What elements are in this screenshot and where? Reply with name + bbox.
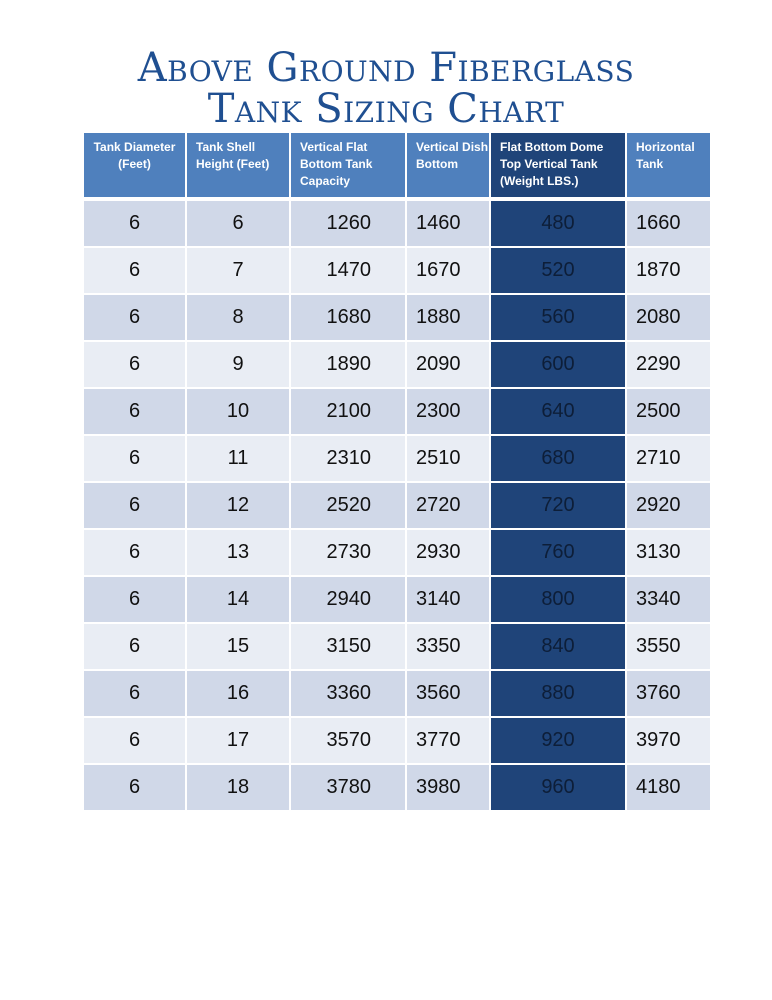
cell-dome-top-weight: 480 <box>490 200 626 247</box>
cell-horizontal-tank: 3340 <box>626 576 711 623</box>
cell-horizontal-tank: 3130 <box>626 529 711 576</box>
cell-shell-height: 18 <box>186 764 290 811</box>
cell-dome-top-weight: 560 <box>490 294 626 341</box>
cell-tank-diameter: 6 <box>83 576 186 623</box>
cell-dish-bottom: 2720 <box>406 482 490 529</box>
cell-horizontal-tank: 3550 <box>626 623 711 670</box>
cell-shell-height: 13 <box>186 529 290 576</box>
cell-tank-diameter: 6 <box>83 388 186 435</box>
cell-shell-height: 17 <box>186 717 290 764</box>
cell-horizontal-tank: 1660 <box>626 200 711 247</box>
cell-flat-bottom-capacity: 2310 <box>290 435 406 482</box>
cell-shell-height: 14 <box>186 576 290 623</box>
cell-flat-bottom-capacity: 3150 <box>290 623 406 670</box>
cell-shell-height: 12 <box>186 482 290 529</box>
cell-flat-bottom-capacity: 2730 <box>290 529 406 576</box>
cell-dish-bottom: 3980 <box>406 764 490 811</box>
cell-dish-bottom: 2300 <box>406 388 490 435</box>
cell-dish-bottom: 3770 <box>406 717 490 764</box>
table-row <box>83 435 711 482</box>
cell-dish-bottom: 1670 <box>406 247 490 294</box>
cell-shell-height: 6 <box>186 200 290 247</box>
cell-horizontal-tank: 2710 <box>626 435 711 482</box>
cell-horizontal-tank: 2500 <box>626 388 711 435</box>
cell-dish-bottom: 3350 <box>406 623 490 670</box>
header-row <box>83 132 711 198</box>
cell-flat-bottom-capacity: 1260 <box>290 200 406 247</box>
cell-shell-height: 9 <box>186 341 290 388</box>
cell-tank-diameter: 6 <box>83 247 186 294</box>
cell-flat-bottom-capacity: 3780 <box>290 764 406 811</box>
table-row <box>83 764 711 811</box>
table-row <box>83 482 711 529</box>
header-vertical-flat-bottom-capacity: Vertical Flat Bottom Tank Capacity <box>290 132 406 198</box>
table-row <box>83 623 711 670</box>
table-row <box>83 529 711 576</box>
cell-dish-bottom: 1460 <box>406 200 490 247</box>
cell-tank-diameter: 6 <box>83 529 186 576</box>
cell-tank-diameter: 6 <box>83 670 186 717</box>
cell-dome-top-weight: 840 <box>490 623 626 670</box>
cell-tank-diameter: 6 <box>83 717 186 764</box>
cell-dome-top-weight: 880 <box>490 670 626 717</box>
cell-horizontal-tank: 2920 <box>626 482 711 529</box>
cell-dish-bottom: 3140 <box>406 576 490 623</box>
table-row <box>83 294 711 341</box>
cell-tank-diameter: 6 <box>83 623 186 670</box>
cell-tank-diameter: 6 <box>83 200 186 247</box>
header-horizontal-tank: Horizontal Tank <box>626 132 711 198</box>
cell-dome-top-weight: 600 <box>490 341 626 388</box>
header-tank-diameter: Tank Diameter (Feet) <box>83 132 186 198</box>
cell-horizontal-tank: 2080 <box>626 294 711 341</box>
header-vertical-dish-bottom: Vertical Dish Bottom <box>406 132 490 198</box>
cell-tank-diameter: 6 <box>83 341 186 388</box>
tank-sizing-table <box>82 131 712 812</box>
cell-horizontal-tank: 3760 <box>626 670 711 717</box>
cell-flat-bottom-capacity: 2100 <box>290 388 406 435</box>
cell-dome-top-weight: 920 <box>490 717 626 764</box>
cell-tank-diameter: 6 <box>83 482 186 529</box>
header-tank-shell-height: Tank Shell Height (Feet) <box>186 132 290 198</box>
table-row <box>83 576 711 623</box>
title-line-1: Above Ground Fiberglass <box>137 45 635 91</box>
table-row <box>83 717 711 764</box>
table-row <box>83 388 711 435</box>
cell-horizontal-tank: 1870 <box>626 247 711 294</box>
cell-dome-top-weight: 640 <box>490 388 626 435</box>
cell-dome-top-weight: 800 <box>490 576 626 623</box>
cell-dome-top-weight: 960 <box>490 764 626 811</box>
cell-horizontal-tank: 3970 <box>626 717 711 764</box>
cell-dome-top-weight: 720 <box>490 482 626 529</box>
cell-dome-top-weight: 520 <box>490 247 626 294</box>
table-row <box>83 670 711 717</box>
cell-shell-height: 8 <box>186 294 290 341</box>
table-row <box>83 247 711 294</box>
cell-dish-bottom: 2930 <box>406 529 490 576</box>
cell-shell-height: 16 <box>186 670 290 717</box>
cell-tank-diameter: 6 <box>83 435 186 482</box>
table-row <box>83 200 711 247</box>
cell-dish-bottom: 2510 <box>406 435 490 482</box>
cell-flat-bottom-capacity: 3570 <box>290 717 406 764</box>
cell-dish-bottom: 2090 <box>406 341 490 388</box>
cell-dome-top-weight: 680 <box>490 435 626 482</box>
cell-flat-bottom-capacity: 3360 <box>290 670 406 717</box>
title-line-2: Tank Sizing Chart <box>207 86 565 132</box>
cell-flat-bottom-capacity: 2940 <box>290 576 406 623</box>
cell-shell-height: 15 <box>186 623 290 670</box>
cell-shell-height: 10 <box>186 388 290 435</box>
cell-flat-bottom-capacity: 1680 <box>290 294 406 341</box>
cell-flat-bottom-capacity: 2520 <box>290 482 406 529</box>
table-body <box>83 198 711 811</box>
table-row <box>83 341 711 388</box>
cell-dish-bottom: 3560 <box>406 670 490 717</box>
cell-dish-bottom: 1880 <box>406 294 490 341</box>
header-dome-top-weight: Flat Bottom Dome Top Vertical Tank (Weight LBS.) <box>490 132 626 198</box>
cell-tank-diameter: 6 <box>83 764 186 811</box>
cell-dome-top-weight: 760 <box>490 529 626 576</box>
cell-flat-bottom-capacity: 1470 <box>290 247 406 294</box>
cell-shell-height: 7 <box>186 247 290 294</box>
cell-flat-bottom-capacity: 1890 <box>290 341 406 388</box>
cell-tank-diameter: 6 <box>83 294 186 341</box>
cell-horizontal-tank: 4180 <box>626 764 711 811</box>
cell-shell-height: 11 <box>186 435 290 482</box>
cell-horizontal-tank: 2290 <box>626 341 711 388</box>
